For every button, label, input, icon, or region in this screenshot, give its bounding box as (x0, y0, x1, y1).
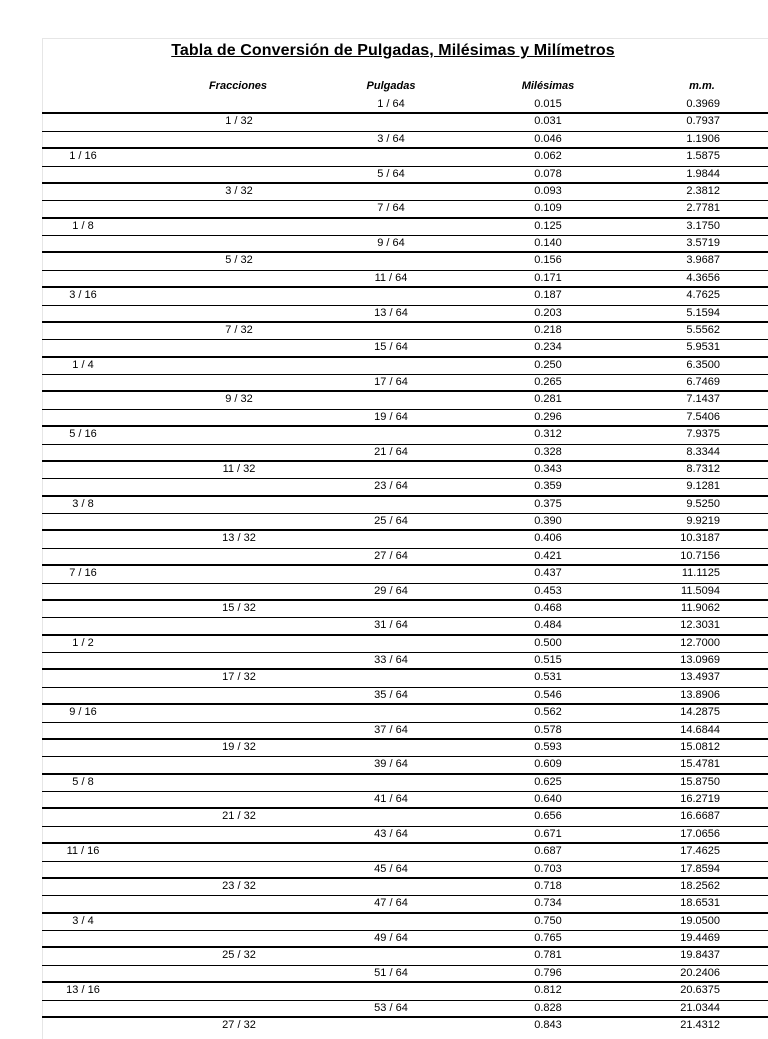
table-row (0, 878, 768, 895)
mm-cell: 14.2875 (680, 706, 720, 719)
table-row (0, 895, 768, 912)
milesimas-cell: 0.265 (534, 376, 562, 388)
mm-cell: 17.0656 (680, 827, 720, 840)
table-row (0, 652, 768, 669)
table-row (0, 843, 768, 860)
fraction-64-cell: 45 / 64 (374, 862, 408, 875)
table-row (0, 478, 768, 495)
fraction-16-cell: 7 / 16 (69, 567, 97, 580)
fraction-32-cell: 3 / 32 (225, 184, 253, 197)
table-row (0, 617, 768, 634)
table-row (0, 774, 768, 791)
fraction-64-cell: 33 / 64 (374, 654, 408, 666)
table-row (0, 218, 768, 235)
milesimas-cell: 0.796 (534, 966, 562, 979)
table-row (0, 166, 768, 183)
mm-cell: 9.1281 (686, 480, 720, 493)
table-row (0, 1000, 768, 1017)
mm-cell: 11.1125 (681, 567, 720, 580)
milesimas-cell: 0.609 (534, 758, 562, 771)
fraction-64-cell: 35 / 64 (374, 688, 408, 701)
fraction-16-cell: 3 / 4 (72, 914, 94, 927)
milesimas-cell: 0.656 (534, 810, 562, 823)
mm-cell: 18.2562 (680, 879, 720, 892)
mm-cell: 17.8594 (680, 862, 720, 875)
fraction-32-cell: 19 / 32 (222, 740, 256, 753)
table-row (0, 635, 768, 652)
table-row (0, 808, 768, 825)
table-row (0, 374, 768, 391)
table-row (0, 200, 768, 217)
milesimas-cell: 0.375 (534, 497, 562, 510)
header-milesimas: Milésimas (521, 80, 575, 92)
fraction-32-cell: 13 / 32 (222, 532, 256, 545)
fraction-32-cell: 21 / 32 (222, 810, 256, 823)
milesimas-cell: 0.765 (534, 932, 562, 944)
milesimas-cell: 0.812 (534, 984, 562, 997)
mm-cell: 16.6687 (680, 810, 720, 823)
mm-cell: 13.4937 (680, 671, 720, 684)
table-row (0, 270, 768, 287)
fraction-16-cell: 3 / 16 (69, 289, 97, 302)
milesimas-cell: 0.562 (534, 706, 562, 719)
fraction-64-cell: 11 / 64 (374, 271, 408, 284)
table-row (0, 461, 768, 478)
mm-cell: 10.7156 (680, 549, 720, 562)
mm-cell: 8.3344 (686, 445, 720, 458)
table-row (0, 548, 768, 565)
fraction-64-cell: 49 / 64 (374, 932, 408, 944)
mm-cell: 21.0344 (680, 1001, 720, 1014)
fraction-32-cell: 7 / 32 (225, 323, 253, 336)
milesimas-cell: 0.156 (534, 254, 562, 267)
fraction-64-cell: 41 / 64 (374, 793, 408, 805)
table-row (0, 513, 768, 530)
table-row (0, 739, 768, 756)
table-row (0, 252, 768, 269)
fraction-16-cell: 9 / 16 (69, 706, 97, 719)
fraction-64-cell: 47 / 64 (374, 897, 408, 910)
milesimas-cell: 0.140 (534, 237, 562, 249)
mm-cell: 15.0812 (680, 740, 720, 753)
milesimas-cell: 0.093 (534, 184, 562, 197)
table-row (0, 669, 768, 686)
fraction-64-cell: 43 / 64 (374, 827, 408, 840)
fraction-16-cell: 1 / 8 (72, 219, 94, 232)
fraction-64-cell: 31 / 64 (374, 619, 408, 632)
table-row (0, 235, 768, 252)
mm-cell: 3.1750 (686, 219, 720, 232)
fraction-32-cell: 5 / 32 (225, 254, 253, 267)
fraction-64-cell: 25 / 64 (374, 515, 408, 527)
fraction-16-cell: 11 / 16 (66, 845, 100, 858)
table-row (0, 826, 768, 843)
fraction-64-cell: 13 / 64 (374, 306, 408, 319)
fraction-64-cell: 9 / 64 (377, 237, 405, 249)
milesimas-cell: 0.515 (534, 654, 562, 666)
milesimas-cell: 0.171 (534, 271, 562, 284)
table-row (0, 861, 768, 878)
fraction-32-cell: 11 / 32 (222, 462, 256, 475)
milesimas-cell: 0.593 (534, 740, 562, 753)
mm-cell: 1.9844 (686, 167, 720, 180)
fraction-32-cell: 23 / 32 (222, 879, 256, 892)
table-row (0, 947, 768, 964)
milesimas-cell: 0.031 (534, 115, 562, 128)
mm-cell: 21.4312 (680, 1018, 720, 1031)
mm-cell: 10.3187 (680, 532, 720, 545)
milesimas-cell: 0.843 (534, 1018, 562, 1031)
mm-cell: 17.4625 (680, 845, 720, 858)
table-row (0, 687, 768, 704)
table-row (0, 982, 768, 999)
table-row (0, 287, 768, 304)
fraction-64-cell: 23 / 64 (374, 480, 408, 493)
milesimas-cell: 0.406 (534, 532, 562, 545)
milesimas-cell: 0.359 (534, 480, 562, 493)
mm-cell: 14.6844 (680, 723, 720, 736)
header-pulgadas: Pulgadas (366, 80, 416, 92)
table-row (0, 565, 768, 582)
table-row (0, 183, 768, 200)
milesimas-cell: 0.015 (534, 98, 562, 110)
fraction-16-cell: 5 / 8 (72, 775, 94, 788)
mm-cell: 20.2406 (680, 966, 720, 979)
mm-cell: 4.7625 (686, 289, 720, 302)
fraction-64-cell: 15 / 64 (374, 341, 408, 354)
table-row (0, 583, 768, 600)
mm-cell: 18.6531 (680, 897, 720, 910)
fraction-64-cell: 37 / 64 (374, 723, 408, 736)
mm-cell: 0.7937 (686, 115, 720, 128)
fraction-64-cell: 39 / 64 (374, 758, 408, 771)
milesimas-cell: 0.125 (534, 219, 562, 232)
table-row (0, 426, 768, 443)
fraction-16-cell: 13 / 16 (66, 984, 100, 997)
milesimas-cell: 0.062 (534, 150, 562, 163)
mm-cell: 7.1437 (686, 393, 720, 406)
mm-cell: 1.1906 (686, 132, 720, 145)
milesimas-cell: 0.046 (534, 132, 562, 145)
mm-cell: 7.9375 (686, 428, 720, 441)
mm-cell: 15.4781 (680, 758, 720, 771)
table-row (0, 913, 768, 930)
fraction-32-cell: 9 / 32 (225, 393, 253, 406)
fraction-16-cell: 1 / 4 (72, 358, 94, 371)
milesimas-cell: 0.390 (534, 515, 562, 527)
table-row (0, 600, 768, 617)
milesimas-cell: 0.453 (534, 584, 562, 597)
table-row (0, 756, 768, 773)
mm-cell: 5.9531 (686, 341, 720, 354)
fraction-16-cell: 3 / 8 (72, 497, 94, 510)
mm-cell: 5.5562 (686, 323, 720, 336)
mm-cell: 6.7469 (686, 376, 720, 388)
milesimas-cell: 0.500 (534, 636, 562, 649)
mm-cell: 8.7312 (686, 462, 720, 475)
mm-cell: 12.3031 (680, 619, 720, 632)
milesimas-cell: 0.546 (534, 688, 562, 701)
fraction-16-cell: 5 / 16 (69, 428, 97, 441)
fraction-64-cell: 7 / 64 (377, 202, 405, 215)
milesimas-cell: 0.671 (534, 827, 562, 840)
milesimas-cell: 0.625 (534, 775, 562, 788)
fraction-32-cell: 27 / 32 (222, 1018, 256, 1031)
milesimas-cell: 0.734 (534, 897, 562, 910)
mm-cell: 12.7000 (680, 636, 720, 649)
table-row (0, 444, 768, 461)
table-row (0, 339, 768, 356)
milesimas-cell: 0.484 (534, 619, 562, 632)
mm-cell: 19.8437 (680, 949, 720, 962)
fraction-64-cell: 51 / 64 (374, 966, 408, 979)
header-fracciones: Fracciones (208, 80, 268, 92)
milesimas-cell: 0.187 (534, 289, 562, 302)
fraction-64-cell: 5 / 64 (377, 167, 405, 180)
table-row (0, 930, 768, 947)
fraction-64-cell: 21 / 64 (374, 445, 408, 458)
milesimas-cell: 0.328 (534, 445, 562, 458)
milesimas-cell: 0.828 (534, 1001, 562, 1014)
milesimas-cell: 0.781 (534, 949, 562, 962)
mm-cell: 1.5875 (686, 150, 720, 163)
mm-cell: 16.2719 (680, 793, 720, 805)
mm-cell: 7.5406 (686, 410, 720, 423)
fraction-64-cell: 27 / 64 (374, 549, 408, 562)
table-row (0, 965, 768, 982)
fraction-16-cell: 1 / 2 (72, 636, 94, 649)
table-row (0, 791, 768, 808)
mm-cell: 13.8906 (680, 688, 720, 701)
header-mm: m.m. (689, 80, 715, 92)
mm-cell: 0.3969 (686, 98, 720, 110)
milesimas-cell: 0.421 (534, 549, 562, 562)
milesimas-cell: 0.250 (534, 358, 562, 371)
fraction-32-cell: 1 / 32 (225, 115, 253, 128)
mm-cell: 2.3812 (686, 184, 720, 197)
table-row (0, 113, 768, 130)
milesimas-cell: 0.437 (534, 567, 562, 580)
mm-cell: 15.8750 (680, 775, 720, 788)
milesimas-cell: 0.296 (534, 410, 562, 423)
milesimas-cell: 0.578 (534, 723, 562, 736)
milesimas-cell: 0.531 (534, 671, 562, 684)
milesimas-cell: 0.468 (534, 601, 562, 614)
fraction-64-cell: 19 / 64 (374, 410, 408, 423)
mm-cell: 2.7781 (686, 202, 720, 215)
milesimas-cell: 0.218 (534, 323, 562, 336)
table-row (0, 704, 768, 721)
mm-cell: 9.5250 (686, 497, 720, 510)
milesimas-cell: 0.750 (534, 914, 562, 927)
milesimas-cell: 0.109 (534, 202, 562, 215)
milesimas-cell: 0.281 (534, 393, 562, 406)
milesimas-cell: 0.203 (534, 306, 562, 319)
mm-cell: 3.5719 (686, 237, 720, 249)
mm-cell: 19.0500 (680, 914, 720, 927)
milesimas-cell: 0.078 (534, 167, 562, 180)
milesimas-cell: 0.687 (534, 845, 562, 858)
fraction-64-cell: 29 / 64 (374, 584, 408, 597)
table-row (0, 148, 768, 165)
mm-cell: 9.9219 (686, 515, 720, 527)
fraction-32-cell: 25 / 32 (222, 949, 256, 962)
fraction-64-cell: 53 / 64 (374, 1001, 408, 1014)
fraction-16-cell: 1 / 16 (69, 150, 97, 163)
mm-cell: 20.6375 (680, 984, 720, 997)
fraction-64-cell: 1 / 64 (377, 98, 405, 110)
table-row (0, 131, 768, 148)
mm-cell: 6.3500 (686, 358, 720, 371)
mm-cell: 11.5094 (681, 584, 720, 597)
mm-cell: 3.9687 (686, 254, 720, 267)
fraction-64-cell: 17 / 64 (374, 376, 408, 388)
table-row (0, 305, 768, 322)
table-row (0, 496, 768, 513)
milesimas-cell: 0.312 (534, 428, 562, 441)
milesimas-cell: 0.640 (534, 793, 562, 805)
mm-cell: 4.3656 (686, 271, 720, 284)
mm-cell: 11.9062 (681, 601, 720, 614)
milesimas-cell: 0.234 (534, 341, 562, 354)
table-row (0, 357, 768, 374)
table-row (0, 1017, 768, 1034)
fraction-32-cell: 15 / 32 (222, 601, 256, 614)
page-title: Tabla de Conversión de Pulgadas, Milésimas y Milímetros (171, 42, 615, 59)
milesimas-cell: 0.343 (534, 462, 562, 475)
table-row (0, 409, 768, 426)
milesimas-cell: 0.718 (534, 879, 562, 892)
fraction-32-cell: 17 / 32 (222, 671, 256, 684)
conversion-table (0, 96, 768, 1034)
table-row (0, 722, 768, 739)
table-row (0, 96, 768, 113)
mm-cell: 19.4469 (680, 932, 720, 944)
table-row (0, 530, 768, 547)
mm-cell: 5.1594 (686, 306, 720, 319)
fraction-64-cell: 3 / 64 (377, 132, 405, 145)
table-row (0, 391, 768, 408)
milesimas-cell: 0.703 (534, 862, 562, 875)
mm-cell: 13.0969 (680, 654, 720, 666)
table-row (0, 322, 768, 339)
